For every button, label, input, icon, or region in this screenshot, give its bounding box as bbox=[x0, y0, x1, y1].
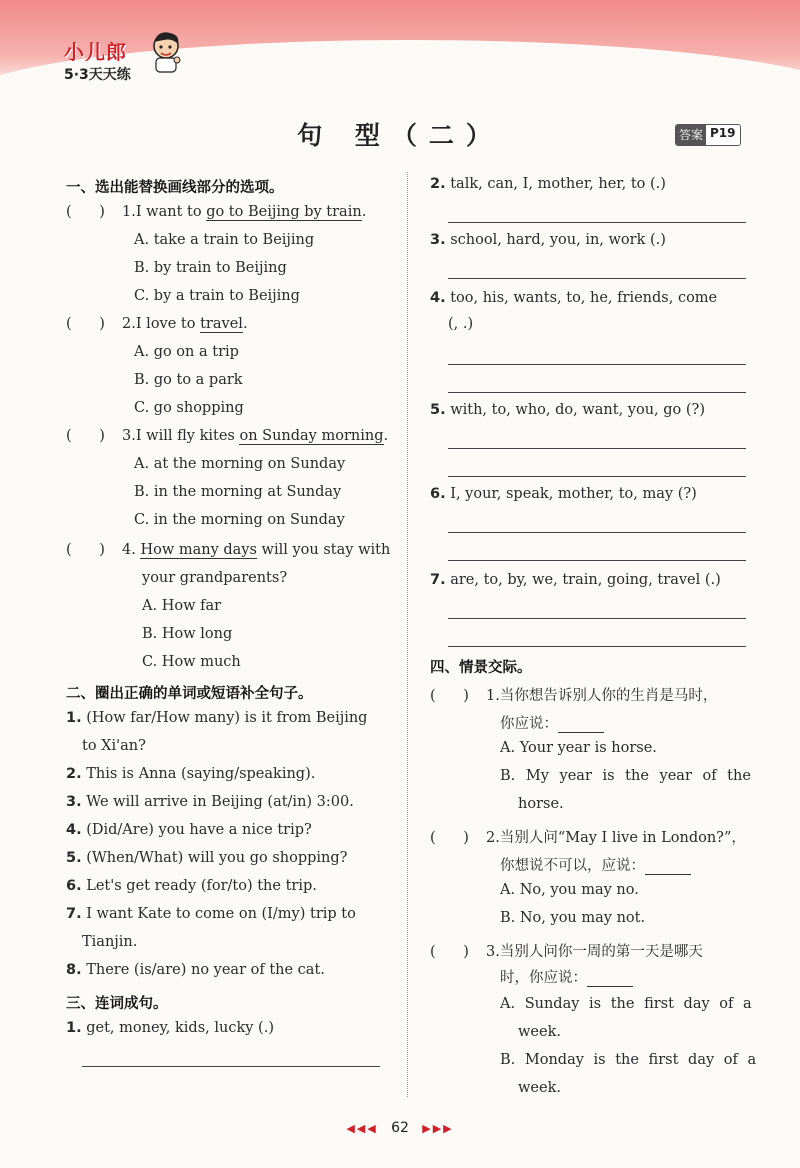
question-1-2: ( ) 2.I love to travel. bbox=[66, 316, 248, 332]
fill-blank[interactable] bbox=[645, 860, 691, 875]
underlined-phrase: travel bbox=[200, 316, 243, 332]
right-arrows-icon: ▶▶▶ bbox=[422, 1122, 454, 1135]
list-item: 2. This is Anna (saying/speaking). bbox=[66, 766, 316, 782]
option: B. in the morning at Sunday bbox=[134, 484, 342, 500]
underlined-phrase: on Sunday morning bbox=[239, 428, 384, 444]
question-1-3: ( ) 3.I will fly kites on Sunday morning. bbox=[66, 428, 389, 444]
question-continuation: 你想说不可以，应说： bbox=[500, 854, 691, 875]
list-item: 6. I, your, speak, mother, to, may (?) bbox=[430, 486, 697, 502]
answer-page-tag bbox=[675, 124, 741, 146]
answer-line[interactable] bbox=[448, 476, 746, 477]
option: A. How far bbox=[142, 598, 222, 614]
list-item-continuation: to Xi'an? bbox=[82, 738, 146, 754]
answer-line[interactable] bbox=[448, 222, 746, 223]
brand-logo bbox=[64, 36, 184, 86]
option: C. in the morning on Sunday bbox=[134, 512, 345, 528]
option: B. How long bbox=[142, 626, 233, 642]
underlined-phrase: How many days bbox=[140, 542, 257, 558]
option: B. My year is the year of the bbox=[500, 768, 751, 784]
option: B. by train to Beijing bbox=[134, 260, 287, 276]
section-2-heading: 二、圈出正确的单词或短语补全句子。 bbox=[66, 686, 313, 702]
left-arrows-icon: ◀◀◀ bbox=[346, 1122, 378, 1135]
answer-line[interactable] bbox=[448, 560, 746, 561]
answer-paren[interactable]: ( ) bbox=[66, 428, 105, 444]
list-item: 1. (How far/How many) is it from Beijing bbox=[66, 710, 368, 726]
answer-paren[interactable]: ( ) bbox=[66, 204, 105, 220]
option-continuation: week. bbox=[518, 1080, 561, 1096]
answer-label: 答案 bbox=[676, 125, 706, 145]
question-4-3: ( ) 3.当别人问你一周的第一天是哪天 bbox=[430, 944, 703, 960]
answer-line[interactable] bbox=[448, 392, 746, 393]
section-4-heading: 四、情景交际。 bbox=[430, 660, 532, 676]
answer-paren[interactable]: ( ) bbox=[430, 688, 469, 704]
answer-line[interactable] bbox=[82, 1066, 380, 1067]
option: A. at the morning on Sunday bbox=[134, 456, 346, 472]
answer-paren[interactable]: ( ) bbox=[430, 944, 469, 960]
page-number: 62 bbox=[391, 1120, 409, 1136]
option-continuation: horse. bbox=[518, 796, 564, 812]
option: C. How much bbox=[142, 654, 241, 670]
list-item: 4. too, his, wants, to, he, friends, come bbox=[430, 290, 718, 306]
section-1-heading: 一、选出能替换画线部分的选项。 bbox=[66, 180, 284, 196]
brand-series: 5·3天天练 bbox=[64, 67, 131, 83]
fill-blank[interactable] bbox=[587, 972, 633, 987]
list-item: 4. (Did/Are) you have a nice trip? bbox=[66, 822, 312, 838]
list-item: 8. There (is/are) no year of the cat. bbox=[66, 962, 325, 978]
list-item: 3. We will arrive in Beijing (at/in) 3:00. bbox=[66, 794, 354, 810]
section-3-heading: 三、连词成句。 bbox=[66, 996, 168, 1012]
question-4-1: ( ) 1.当你想告诉别人你的生肖是马时， bbox=[430, 688, 718, 704]
question-4-2: ( ) 2.当别人问“May I live in London?”， bbox=[430, 830, 746, 846]
question-continuation: your grandparents? bbox=[142, 570, 288, 586]
answer-line[interactable] bbox=[448, 646, 746, 647]
answer-page: P19 bbox=[706, 125, 740, 145]
list-item: 5. with, to, who, do, want, you, go (?) bbox=[430, 402, 705, 418]
brand-name: 小儿郎 bbox=[64, 40, 127, 64]
answer-paren[interactable]: ( ) bbox=[66, 542, 105, 558]
page-title: 句 型（二） bbox=[297, 121, 503, 150]
option: A. No, you may no. bbox=[500, 882, 639, 898]
option: A. go on a trip bbox=[134, 344, 239, 360]
question-1-1: ( ) 1.I want to go to Beijing by train. bbox=[66, 204, 367, 220]
option: C. by a train to Beijing bbox=[134, 288, 300, 304]
answer-line[interactable] bbox=[448, 448, 746, 449]
list-item: 7. are, to, by, we, train, going, travel (.) bbox=[430, 572, 721, 588]
option: B. go to a park bbox=[134, 372, 243, 388]
option: B. Monday is the first day of a bbox=[500, 1052, 757, 1068]
answer-line[interactable] bbox=[448, 364, 746, 365]
answer-line[interactable] bbox=[448, 278, 746, 279]
list-item: 2. talk, can, I, mother, her, to (.) bbox=[430, 176, 666, 192]
list-item: 3. school, hard, you, in, work (.) bbox=[430, 232, 666, 248]
option: C. go shopping bbox=[134, 400, 244, 416]
list-item: 6. Let's get ready (for/to) the trip. bbox=[66, 878, 317, 894]
question-1-4: ( ) 4. How many days will you stay with bbox=[66, 542, 391, 558]
list-item-continuation: (, .) bbox=[448, 316, 474, 332]
list-item: 1. get, money, kids, lucky (.) bbox=[66, 1020, 274, 1036]
option: A. take a train to Beijing bbox=[134, 232, 315, 248]
answer-paren[interactable]: ( ) bbox=[430, 830, 469, 846]
answer-line[interactable] bbox=[448, 618, 746, 619]
column-divider bbox=[407, 172, 408, 1097]
option-continuation: week. bbox=[518, 1024, 561, 1040]
underlined-phrase: go to Beijing by train bbox=[206, 204, 362, 220]
fill-blank[interactable] bbox=[558, 718, 604, 733]
question-continuation: 你应说： bbox=[500, 712, 604, 733]
list-item-continuation: Tianjin. bbox=[82, 934, 138, 950]
page-footer bbox=[0, 1120, 800, 1136]
option: B. No, you may not. bbox=[500, 910, 646, 926]
boy-mascot-icon bbox=[148, 30, 184, 74]
list-item: 7. I want Kate to come on (I/my) trip to bbox=[66, 906, 356, 922]
option: A. Sunday is the first day of a bbox=[500, 996, 752, 1012]
list-item: 5. (When/What) will you go shopping? bbox=[66, 850, 348, 866]
question-continuation: 时，你应说： bbox=[500, 966, 633, 987]
answer-paren[interactable]: ( ) bbox=[66, 316, 105, 332]
answer-line[interactable] bbox=[448, 532, 746, 533]
option: A. Your year is horse. bbox=[500, 740, 657, 756]
